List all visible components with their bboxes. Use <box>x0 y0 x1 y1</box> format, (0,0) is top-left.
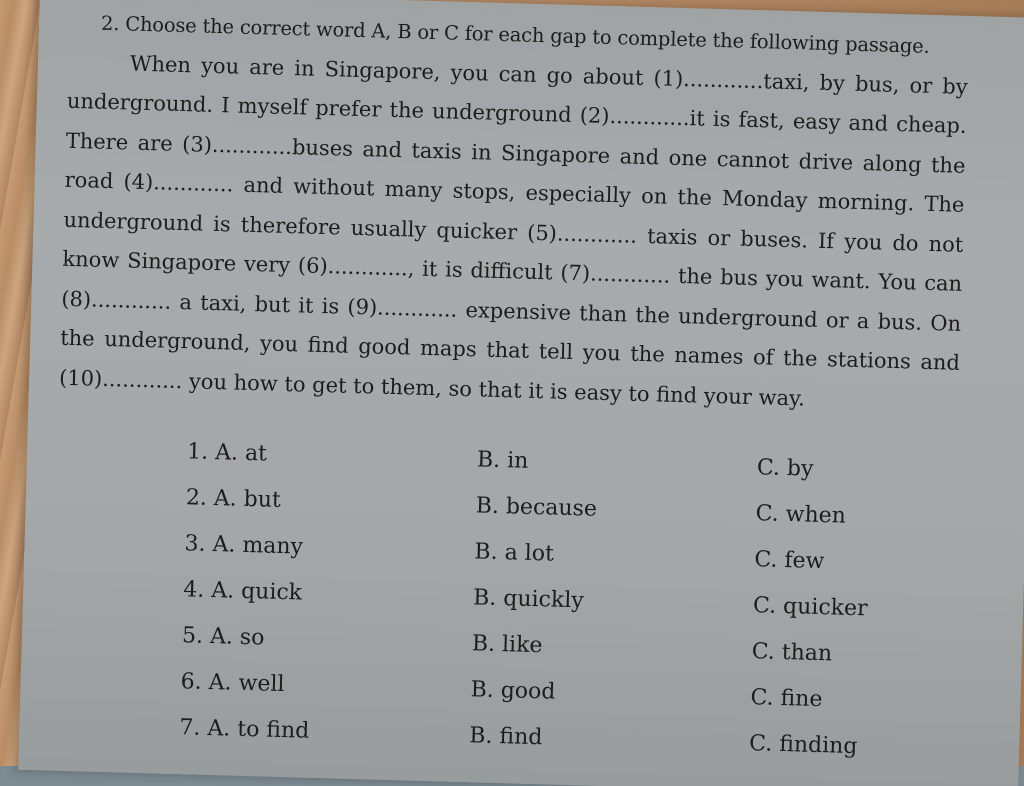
option-c: C. finding <box>748 731 858 760</box>
option-b: B. good <box>470 677 556 705</box>
option-c: C. by <box>756 455 814 482</box>
option-b: B. quickly <box>472 585 585 614</box>
answer-options <box>19 435 1024 785</box>
option-a: 2. A. but <box>185 485 282 513</box>
option-a: 5. A. so <box>181 623 265 651</box>
option-b: B. find <box>468 723 543 751</box>
option-b: B. like <box>471 631 543 659</box>
option-c: C. quicker <box>752 593 868 622</box>
option-c: C. than <box>751 639 833 667</box>
option-a: 1. A. at <box>186 439 268 467</box>
exercise-passage-block <box>59 3 970 423</box>
option-c: C. fine <box>750 685 823 713</box>
exercise-passage: When you are in Singapore, you can go about (1)............taxi, by bus, or by underground. I myself prefer the underground (2)............it is fast, easy and cheap. There are (3)............buses and taxis in Singapore and one cannot drive along the road (4)............ and without many stops, especially on the Monday morning. The underground is therefore usually quicker (5)............ taxis or buses. If you do not know Singapore very (6)............, it is difficult (7)............ the bus you want. You can (8)............ a taxi, but it is (9)............ expensive than the underground or a bus. On the underground, you find good maps that tell you the names of the stations and (10)............ you how to get to them, so that it is easy to find your way. <box>58 51 969 411</box>
option-a: 3. A. many <box>184 531 304 560</box>
textbook-page <box>18 0 1024 786</box>
option-c: C. when <box>755 501 847 529</box>
option-b: B. because <box>475 493 598 522</box>
option-c: C. few <box>754 547 825 575</box>
option-a: 4. A. quick <box>182 577 303 606</box>
option-b: B. in <box>476 447 529 474</box>
option-a: 7. A. to find <box>179 715 310 744</box>
exercise-heading: 2. Choose the correct word A, B or C for each gap to complete the following passage. <box>100 11 930 58</box>
option-b: B. a lot <box>474 539 555 567</box>
option-a: 6. A. well <box>180 669 285 698</box>
